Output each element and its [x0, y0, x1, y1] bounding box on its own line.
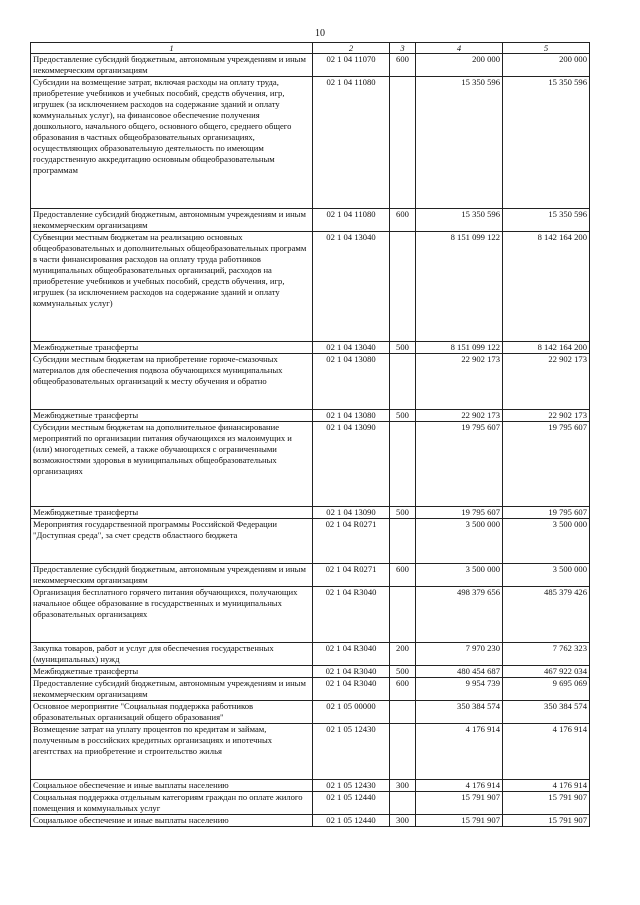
row-code: 02 1 05 12440 [313, 792, 390, 815]
row-name: Предоставление субсидий бюджетным, автономным учреждениям и иным некоммерческим организациям [31, 209, 313, 232]
header-col-sum-2: 5 [503, 43, 590, 54]
row-amount-2: 19 795 607 [503, 422, 590, 507]
row-code: 02 1 05 12440 [313, 815, 390, 827]
row-amount-2: 15 791 907 [503, 815, 590, 827]
row-amount-2: 3 500 000 [503, 564, 590, 587]
row-code: 02 1 04 13080 [313, 410, 390, 422]
table-row [31, 354, 590, 410]
row-amount-2: 350 384 574 [503, 701, 590, 724]
row-name: Социальная поддержка отдельным категориям граждан по оплате жилого помещения и коммунальных услуг [31, 792, 313, 815]
row-code: 02 1 04 R3040 [313, 666, 390, 678]
row-name: Межбюджетные трансферты [31, 410, 313, 422]
row-code: 02 1 04 R0271 [313, 564, 390, 587]
row-name: Субсидии на возмещение затрат, включая расходы на оплату труда, приобретение учебников и учебных пособий, средств обучения, игр, игрушек (за исключением расходов на содержание зданий и оплату коммунальных услуг), на финансовое обеспечение получения дошкольного, начального общего, основного общего, среднего общего образования в частных общеобразовательных организациях, осуществляющих образовательную деятельность по имеющим государственную аккредитацию основным общеобразовательным программам [31, 77, 313, 209]
row-name: Межбюджетные трансферты [31, 342, 313, 354]
row-amount-1: 3 500 000 [416, 564, 503, 587]
row-expense-type: 600 [390, 54, 416, 77]
row-name: Предоставление субсидий бюджетным, автономным учреждениям и иным некоммерческим организациям [31, 678, 313, 701]
row-amount-2: 8 142 164 200 [503, 342, 590, 354]
row-amount-2: 8 142 164 200 [503, 232, 590, 342]
row-expense-type: 300 [390, 815, 416, 827]
row-amount-2: 22 902 173 [503, 410, 590, 422]
table-row [31, 564, 590, 587]
table-row [31, 54, 590, 77]
row-code: 02 1 05 00000 [313, 701, 390, 724]
row-amount-2: 3 500 000 [503, 519, 590, 564]
row-code: 02 1 04 R3040 [313, 678, 390, 701]
row-name: Субсидии местным бюджетам на дополнительное финансирование мероприятий по организации питания обучающихся из малоимущих и (или) многодетных семей, а также обучающихся с ограниченными возможностями здоровья в муниципальных общеобразовательных организациях [31, 422, 313, 507]
row-expense-type [390, 77, 416, 209]
row-expense-type: 500 [390, 342, 416, 354]
table-row [31, 724, 590, 780]
row-name: Организация бесплатного горячего питания обучающихся, получающих начальное общее образование в государственных и муниципальных образовательных организациях [31, 587, 313, 643]
header-col-name: 1 [31, 43, 313, 54]
row-code: 02 1 05 12430 [313, 724, 390, 780]
row-amount-1: 498 379 656 [416, 587, 503, 643]
table-row [31, 780, 590, 792]
row-amount-1: 4 176 914 [416, 780, 503, 792]
row-amount-1: 19 795 607 [416, 422, 503, 507]
row-amount-2: 15 350 596 [503, 77, 590, 209]
row-name: Предоставление субсидий бюджетным, автономным учреждениям и иным некоммерческим организациям [31, 54, 313, 77]
row-code: 02 1 04 13090 [313, 422, 390, 507]
row-expense-type [390, 724, 416, 780]
row-code: 02 1 04 13080 [313, 354, 390, 410]
row-name: Социальное обеспечение и иные выплаты населению [31, 780, 313, 792]
row-code: 02 1 04 11080 [313, 209, 390, 232]
row-expense-type [390, 792, 416, 815]
row-amount-2: 19 795 607 [503, 507, 590, 519]
row-amount-1: 8 151 099 122 [416, 342, 503, 354]
row-name: Субвенции местным бюджетам на реализацию основных общеобразовательных и дополнительных общеобразовательных программ в части финансирования расходов на оплату труда работников муниципальных общеобразовательных организаций, расходов на приобретение учебников и учебных пособий, средств обучения, игр, игрушек (за исключением расходов на содержание зданий и оплату коммунальных услуг) [31, 232, 313, 342]
row-amount-2: 4 176 914 [503, 780, 590, 792]
row-amount-1: 22 902 173 [416, 354, 503, 410]
row-code: 02 1 04 R3040 [313, 587, 390, 643]
row-amount-1: 19 795 607 [416, 507, 503, 519]
row-name: Основное мероприятие "Социальная поддержка работников образовательных организаций общего образования" [31, 701, 313, 724]
table-row [31, 209, 590, 232]
row-expense-type [390, 587, 416, 643]
row-amount-1: 15 791 907 [416, 792, 503, 815]
header-col-vr: 3 [390, 43, 416, 54]
row-expense-type [390, 519, 416, 564]
row-amount-1: 480 454 687 [416, 666, 503, 678]
row-name: Межбюджетные трансферты [31, 507, 313, 519]
row-code: 02 1 04 13090 [313, 507, 390, 519]
row-amount-2: 7 762 323 [503, 643, 590, 666]
row-code: 02 1 04 11070 [313, 54, 390, 77]
row-code: 02 1 04 R3040 [313, 643, 390, 666]
row-amount-2: 4 176 914 [503, 724, 590, 780]
row-expense-type: 600 [390, 678, 416, 701]
row-name: Межбюджетные трансферты [31, 666, 313, 678]
row-amount-1: 15 350 596 [416, 209, 503, 232]
row-code: 02 1 04 R0271 [313, 519, 390, 564]
row-expense-type: 300 [390, 780, 416, 792]
table-row [31, 587, 590, 643]
row-code: 02 1 04 11080 [313, 77, 390, 209]
row-amount-1: 8 151 099 122 [416, 232, 503, 342]
row-expense-type: 600 [390, 209, 416, 232]
row-name: Социальное обеспечение и иные выплаты населению [31, 815, 313, 827]
budget-table [30, 42, 590, 827]
row-amount-2: 485 379 426 [503, 587, 590, 643]
header-col-sum-1: 4 [416, 43, 503, 54]
table-row [31, 519, 590, 564]
row-code: 02 1 04 13040 [313, 232, 390, 342]
header-col-code: 2 [313, 43, 390, 54]
row-name: Закупка товаров, работ и услуг для обеспечения государственных (муниципальных) нужд [31, 643, 313, 666]
row-expense-type: 500 [390, 410, 416, 422]
table-row [31, 77, 590, 209]
row-amount-1: 200 000 [416, 54, 503, 77]
row-expense-type [390, 354, 416, 410]
table-row [31, 342, 590, 354]
header-row [31, 43, 590, 54]
row-amount-1: 3 500 000 [416, 519, 503, 564]
row-name: Мероприятия государственной программы Российской Федерации "Доступная среда", за счет средств областного бюджета [31, 519, 313, 564]
row-expense-type [390, 422, 416, 507]
table-row [31, 678, 590, 701]
row-name: Предоставление субсидий бюджетным, автономным учреждениям и иным некоммерческим организациям [31, 564, 313, 587]
row-amount-2: 22 902 173 [503, 354, 590, 410]
table-row [31, 422, 590, 507]
row-name: Субсидии местным бюджетам на приобретение горюче-смазочных материалов для обеспечения подвоза обучающихся муниципальных общеобразовательных организаций к месту обучения и обратно [31, 354, 313, 410]
row-code: 02 1 04 13040 [313, 342, 390, 354]
row-expense-type [390, 701, 416, 724]
row-expense-type: 600 [390, 564, 416, 587]
row-expense-type: 500 [390, 507, 416, 519]
row-amount-2: 15 350 596 [503, 209, 590, 232]
row-amount-1: 15 791 907 [416, 815, 503, 827]
table-row [31, 232, 590, 342]
row-expense-type [390, 232, 416, 342]
table-row [31, 666, 590, 678]
row-expense-type: 500 [390, 666, 416, 678]
row-amount-1: 15 350 596 [416, 77, 503, 209]
row-name: Возмещение затрат на уплату процентов по кредитам и займам, полученным в российских кредитных организациях и ипотечных агентствах на приобретение и строительство жилья [31, 724, 313, 780]
table-row [31, 643, 590, 666]
row-amount-1: 350 384 574 [416, 701, 503, 724]
row-amount-1: 7 970 230 [416, 643, 503, 666]
row-expense-type: 200 [390, 643, 416, 666]
table-row [31, 815, 590, 827]
row-amount-1: 22 902 173 [416, 410, 503, 422]
row-amount-1: 9 954 739 [416, 678, 503, 701]
row-amount-1: 4 176 914 [416, 724, 503, 780]
row-amount-2: 467 922 034 [503, 666, 590, 678]
row-amount-2: 15 791 907 [503, 792, 590, 815]
table-row [31, 507, 590, 519]
row-amount-2: 9 695 069 [503, 678, 590, 701]
table-row [31, 410, 590, 422]
table-row [31, 792, 590, 815]
row-amount-2: 200 000 [503, 54, 590, 77]
table-row [31, 701, 590, 724]
row-code: 02 1 05 12430 [313, 780, 390, 792]
page-number: 10 [315, 28, 325, 39]
